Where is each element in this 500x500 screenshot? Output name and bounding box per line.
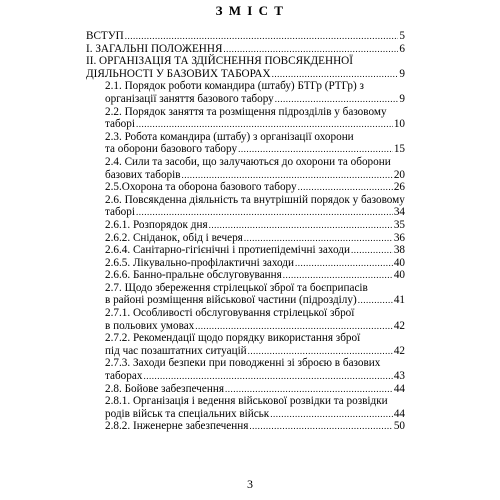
dot-leader	[143, 370, 392, 383]
dot-leader	[136, 206, 393, 219]
toc-page-number: 20	[393, 168, 405, 181]
toc-entry-title: таборах	[105, 370, 143, 383]
dot-leader	[248, 345, 393, 358]
toc-entry-title: родів військ та спеціальних військ	[105, 407, 270, 420]
toc-entry-title-line: 2.7.1. Особливості обслуговування стрілецької зброї	[105, 307, 355, 320]
toc-page-number: 44	[393, 407, 405, 420]
toc-entry-title-line: 2.1. Порядок роботи командира (штабу) БТГр (РТГр) з	[105, 80, 364, 93]
toc-entry-title-line: ІІ. ОРГАНІЗАЦІЯ ТА ЗДІЙСНЕННЯ ПОВСЯКДЕННОЇ	[86, 55, 353, 68]
toc-page-number: 42	[393, 344, 405, 357]
toc-entry	[86, 232, 405, 245]
toc-page-number: 44	[393, 382, 405, 395]
toc-page-number: 34	[393, 206, 405, 219]
toc-entry-title: 2.8.2. Інженерне забезпечення	[105, 420, 249, 433]
toc-entry	[86, 219, 405, 232]
dot-leader	[195, 320, 393, 333]
toc-entry-title: 2.6.5. Лікувально-профілактичні заходи	[105, 256, 294, 269]
toc-entry-title-line: 2.7.3. Заходи безпеки при поводженні зі зброєю в базових	[105, 357, 381, 370]
toc-entry	[86, 395, 405, 420]
toc-entry	[86, 332, 405, 357]
dot-leader	[225, 383, 393, 396]
toc-entry-title: та оборони базового табору	[105, 143, 238, 156]
toc-entry-title: 2.6.2. Сніданок, обід і вечеря	[105, 231, 243, 244]
toc-entry-title-line: 2.7. Щодо збереження стрілецької зброї та боєприпасів	[105, 281, 368, 294]
toc-page-number: 42	[393, 319, 405, 332]
toc-entry-title: 2.6.4. Санітарно-гігієнічні і протиепідемічні заходи	[105, 244, 350, 257]
toc-page-number: 9	[399, 67, 405, 80]
dot-leader	[351, 244, 393, 257]
toc-entry-title: ДІЯЛЬНОСТІ У БАЗОВИХ ТАБОРАХ	[86, 67, 271, 80]
toc-entry	[86, 244, 405, 257]
toc-entry-title: в польових умовах	[105, 319, 195, 332]
toc-entry	[86, 383, 405, 396]
toc-entry	[86, 282, 405, 307]
toc-page-number: 40	[393, 256, 405, 269]
toc-entry-title: 2.8. Бойове забезпечення	[105, 382, 224, 395]
toc-entry-title: 2.6.1. Розпорядок дня	[105, 218, 208, 231]
toc-entry-title-line: 2.7.2. Рекомендації щодо порядку використання зброї	[105, 332, 361, 345]
toc-entry	[86, 307, 405, 332]
table-of-contents	[86, 30, 405, 433]
toc-page-number: 38	[393, 244, 405, 257]
dot-leader	[238, 143, 393, 156]
toc-entry-title: організації заняття базового табору	[105, 92, 274, 105]
toc-entry-title-line: 2.4. Сили та засоби, що залучаються до охорони та оборони	[105, 155, 391, 168]
toc-page-number: 36	[393, 231, 405, 244]
toc-page-number: 40	[393, 269, 405, 282]
toc-page-number: 5	[399, 30, 405, 42]
dot-leader	[283, 269, 393, 282]
toc-page-number: 41	[393, 294, 405, 307]
toc-entry-title: 2.6.6. Банно-пральне обслуговування	[105, 269, 282, 282]
toc-entry	[86, 80, 405, 105]
toc-entry-title: ВСТУП	[86, 30, 124, 42]
dot-leader	[298, 181, 393, 194]
toc-entry	[86, 181, 405, 194]
toc-entry	[86, 257, 405, 270]
toc-entry-title-line: 2.3. Робота командира (штабу) з організації охорони	[105, 130, 354, 143]
dot-leader	[249, 420, 392, 433]
toc-page-number: 15	[393, 143, 405, 156]
toc-entry-title: таборі	[105, 206, 135, 219]
toc-entry-title-line: 2.8.1. Організація і ведення військової розвідки та розвідки	[105, 395, 388, 408]
dot-leader	[223, 43, 398, 56]
dot-leader	[182, 169, 393, 182]
dot-leader	[136, 118, 393, 131]
toc-page-number: 26	[393, 181, 405, 194]
toc-entry-title: таборі	[105, 118, 135, 131]
dot-leader	[270, 408, 393, 421]
dot-leader	[358, 294, 393, 307]
dot-leader	[295, 257, 393, 270]
toc-entry	[86, 269, 405, 282]
toc-entry-title: 2.5.Охорона та оборона базового табору	[105, 181, 297, 194]
toc-entry-title: базових таборів	[105, 168, 181, 181]
toc-page-number: 50	[393, 420, 405, 433]
toc-page-number: 6	[399, 42, 405, 55]
toc-entry	[86, 106, 405, 131]
dot-leader	[244, 232, 393, 245]
toc-entry	[86, 357, 405, 382]
toc-entry	[86, 194, 405, 219]
toc-entry-title-line: 2.2. Порядок заняття та розміщення підрозділів у базовому	[105, 105, 387, 118]
toc-entry	[86, 30, 405, 43]
toc-entry	[86, 420, 405, 433]
page-title: З М І С Т	[215, 3, 285, 18]
toc-entry-title: в районі розміщення військової частини (підрозділу)	[105, 294, 357, 307]
dot-leader	[272, 68, 399, 81]
toc-entry-title-line: 2.6. Повсякденна діяльність та внутрішній порядок у базовому	[105, 193, 405, 206]
toc-page-number: 9	[399, 92, 405, 105]
toc-entry-title: під час позаштатних ситуацій	[105, 344, 247, 357]
toc-page-number: 43	[393, 370, 405, 383]
page-number: 3	[247, 477, 253, 491]
toc-page-number: 35	[393, 218, 405, 231]
dot-leader	[209, 219, 393, 232]
dot-leader	[275, 93, 399, 106]
toc-entry-title: І. ЗАГАЛЬНІ ПОЛОЖЕННЯ	[86, 42, 223, 55]
dot-leader	[125, 30, 399, 43]
toc-entry	[86, 131, 405, 156]
toc-page-number: 10	[393, 118, 405, 131]
toc-entry	[86, 43, 405, 56]
toc-entry	[86, 156, 405, 181]
toc-entry	[86, 55, 405, 80]
